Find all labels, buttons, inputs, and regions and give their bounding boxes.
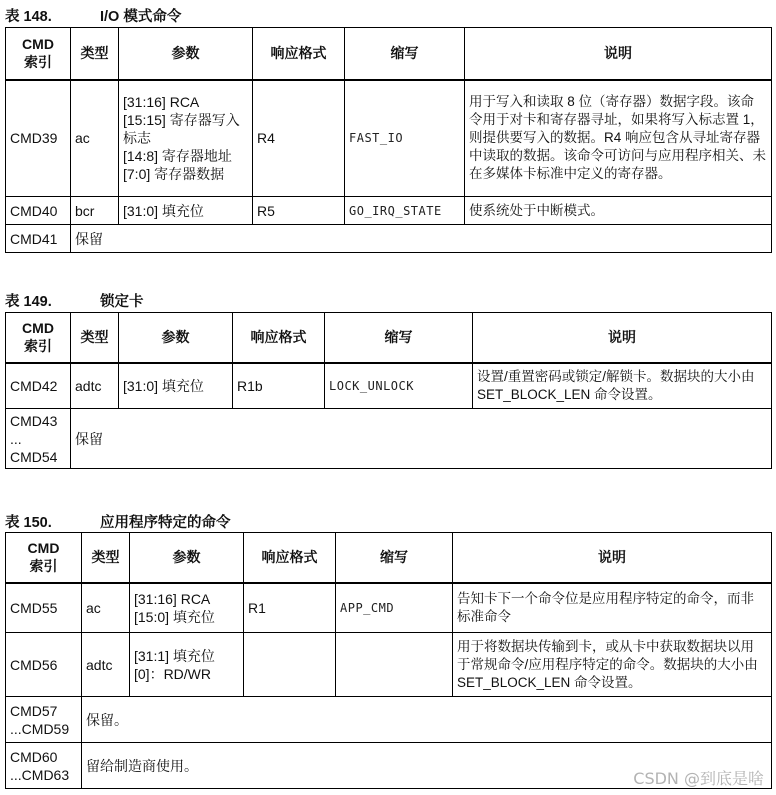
table-148 — [5, 27, 772, 253]
header-cmd — [6, 313, 71, 363]
param-line: [31:1] 填充位 — [134, 647, 215, 664]
cmd-range: CMD57 ...CMD59 — [10, 702, 70, 737]
param-cell — [130, 583, 244, 633]
header-resp: 响应格式 — [244, 533, 336, 583]
header-desc: 说明 — [473, 313, 772, 363]
cmd-cell: CMD42 — [6, 363, 71, 409]
header-resp: 响应格式 — [233, 313, 325, 363]
cmd-cell: CMD55 — [6, 583, 82, 633]
reserved-cell: 保留。 — [82, 697, 772, 743]
param-line: [31:0] 填充位 — [123, 202, 204, 219]
resp-cell: R4 — [253, 80, 345, 197]
abbr-cell — [336, 633, 453, 697]
header-type: 类型 — [71, 28, 119, 80]
reserved-cell: 保留 — [71, 409, 772, 469]
desc-cell: 告知卡下一个命令位是应用程序特定的命令，而非标准命令 — [453, 583, 772, 633]
param-cell — [119, 363, 233, 409]
desc-cell: 使系统处于中断模式。 — [465, 197, 772, 225]
header-cmd-text: CMD 索引 — [27, 540, 60, 575]
param-line: [0]：RD/WR — [134, 665, 211, 682]
param-cell — [119, 80, 253, 197]
header-type: 类型 — [71, 313, 119, 363]
header-row — [6, 28, 772, 80]
param-line: [31:16] RCA — [123, 94, 200, 111]
table-number: 表 150. — [5, 515, 52, 531]
cmd-range: CMD43 ... CMD54 — [10, 412, 58, 465]
header-abbr: 缩写 — [345, 28, 465, 80]
table-149 — [5, 312, 772, 469]
table-row — [6, 363, 772, 409]
header-abbr: 缩写 — [325, 313, 473, 363]
type-cell: bcr — [71, 197, 119, 225]
abbr-cell: APP_CMD — [336, 583, 453, 633]
table-number: 表 149. — [5, 294, 52, 310]
header-param: 参数 — [119, 28, 253, 80]
header-desc: 说明 — [453, 533, 772, 583]
table-title: I/O 模式命令 — [100, 9, 182, 25]
param-cell — [119, 197, 253, 225]
type-cell: ac — [82, 583, 130, 633]
header-row — [6, 533, 772, 583]
header-param: 参数 — [119, 313, 233, 363]
table-148-caption — [5, 5, 181, 26]
cmd-cell: CMD41 — [6, 225, 71, 253]
type-cell: adtc — [71, 363, 119, 409]
table-number: 表 148. — [5, 9, 52, 25]
reserved-cell: 留给制造商使用。 — [82, 743, 772, 789]
table-row — [6, 197, 772, 225]
resp-cell: R5 — [253, 197, 345, 225]
abbr-cell: LOCK_UNLOCK — [325, 363, 473, 409]
cmd-cell: CMD39 — [6, 80, 71, 197]
param-line: [31:0] 填充位 — [123, 377, 204, 394]
reserved-cell: 保留 — [71, 225, 772, 253]
table-row — [6, 409, 772, 469]
watermark: CSDN @到底是啥 — [633, 769, 764, 788]
cmd-cell — [6, 409, 71, 469]
resp-cell: R1b — [233, 363, 325, 409]
table-149-caption — [5, 290, 144, 311]
table-row — [6, 583, 772, 633]
resp-cell: R1 — [244, 583, 336, 633]
header-cmd-text: CMD 索引 — [22, 36, 54, 71]
table-row — [6, 633, 772, 697]
table-150 — [5, 532, 772, 789]
table-row — [6, 225, 772, 253]
cmd-cell: CMD56 — [6, 633, 82, 697]
table-row — [6, 80, 772, 197]
param-line: [15:15] 寄存器写入标志 — [123, 112, 240, 147]
param-line: [15:0] 填充位 — [134, 608, 215, 625]
param-line: [31:16] RCA — [134, 590, 211, 607]
header-desc: 说明 — [465, 28, 772, 80]
cmd-cell — [6, 697, 82, 743]
cmd-range: CMD60 ...CMD63 — [10, 748, 70, 783]
cmd-cell: CMD40 — [6, 197, 71, 225]
type-cell: ac — [71, 80, 119, 197]
header-row — [6, 313, 772, 363]
table-row — [6, 697, 772, 743]
desc-cell: 用于将数据块传输到卡，或从卡中获取数据块以用于常规命令/应用程序特定的命令。数据块的大小由 SET_BLOCK_LEN 命令设置。 — [453, 633, 772, 697]
param-line: [14:8] 寄存器地址 — [123, 148, 232, 165]
header-abbr: 缩写 — [336, 533, 453, 583]
param-cell — [130, 633, 244, 697]
abbr-cell: FAST_IO — [345, 80, 465, 197]
header-cmd — [6, 533, 82, 583]
resp-cell — [244, 633, 336, 697]
cmd-cell — [6, 743, 82, 789]
param-line: [7:0] 寄存器数据 — [123, 166, 225, 183]
table-150-caption — [5, 511, 231, 532]
header-cmd — [6, 28, 71, 80]
header-type: 类型 — [82, 533, 130, 583]
abbr-cell: GO_IRQ_STATE — [345, 197, 465, 225]
type-cell: adtc — [82, 633, 130, 697]
header-cmd-text: CMD 索引 — [22, 320, 54, 355]
desc-cell: 用于写入和读取 8 位（寄存器）数据字段。该命令用于对卡和寄存器寻址，如果将写入标志置 1，则提供要写入的数据。R4 响应包含从寻址寄存器中读取的数据。该命令可访问与应用程序相关、未在多媒体卡标准中定义的寄存器。 — [465, 80, 772, 197]
table-title: 应用程序特定的命令 — [100, 515, 231, 531]
header-resp: 响应格式 — [253, 28, 345, 80]
table-title: 锁定卡 — [100, 294, 144, 310]
desc-cell: 设置/重置密码或锁定/解锁卡。数据块的大小由 SET_BLOCK_LEN 命令设置。 — [473, 363, 772, 409]
header-param: 参数 — [130, 533, 244, 583]
